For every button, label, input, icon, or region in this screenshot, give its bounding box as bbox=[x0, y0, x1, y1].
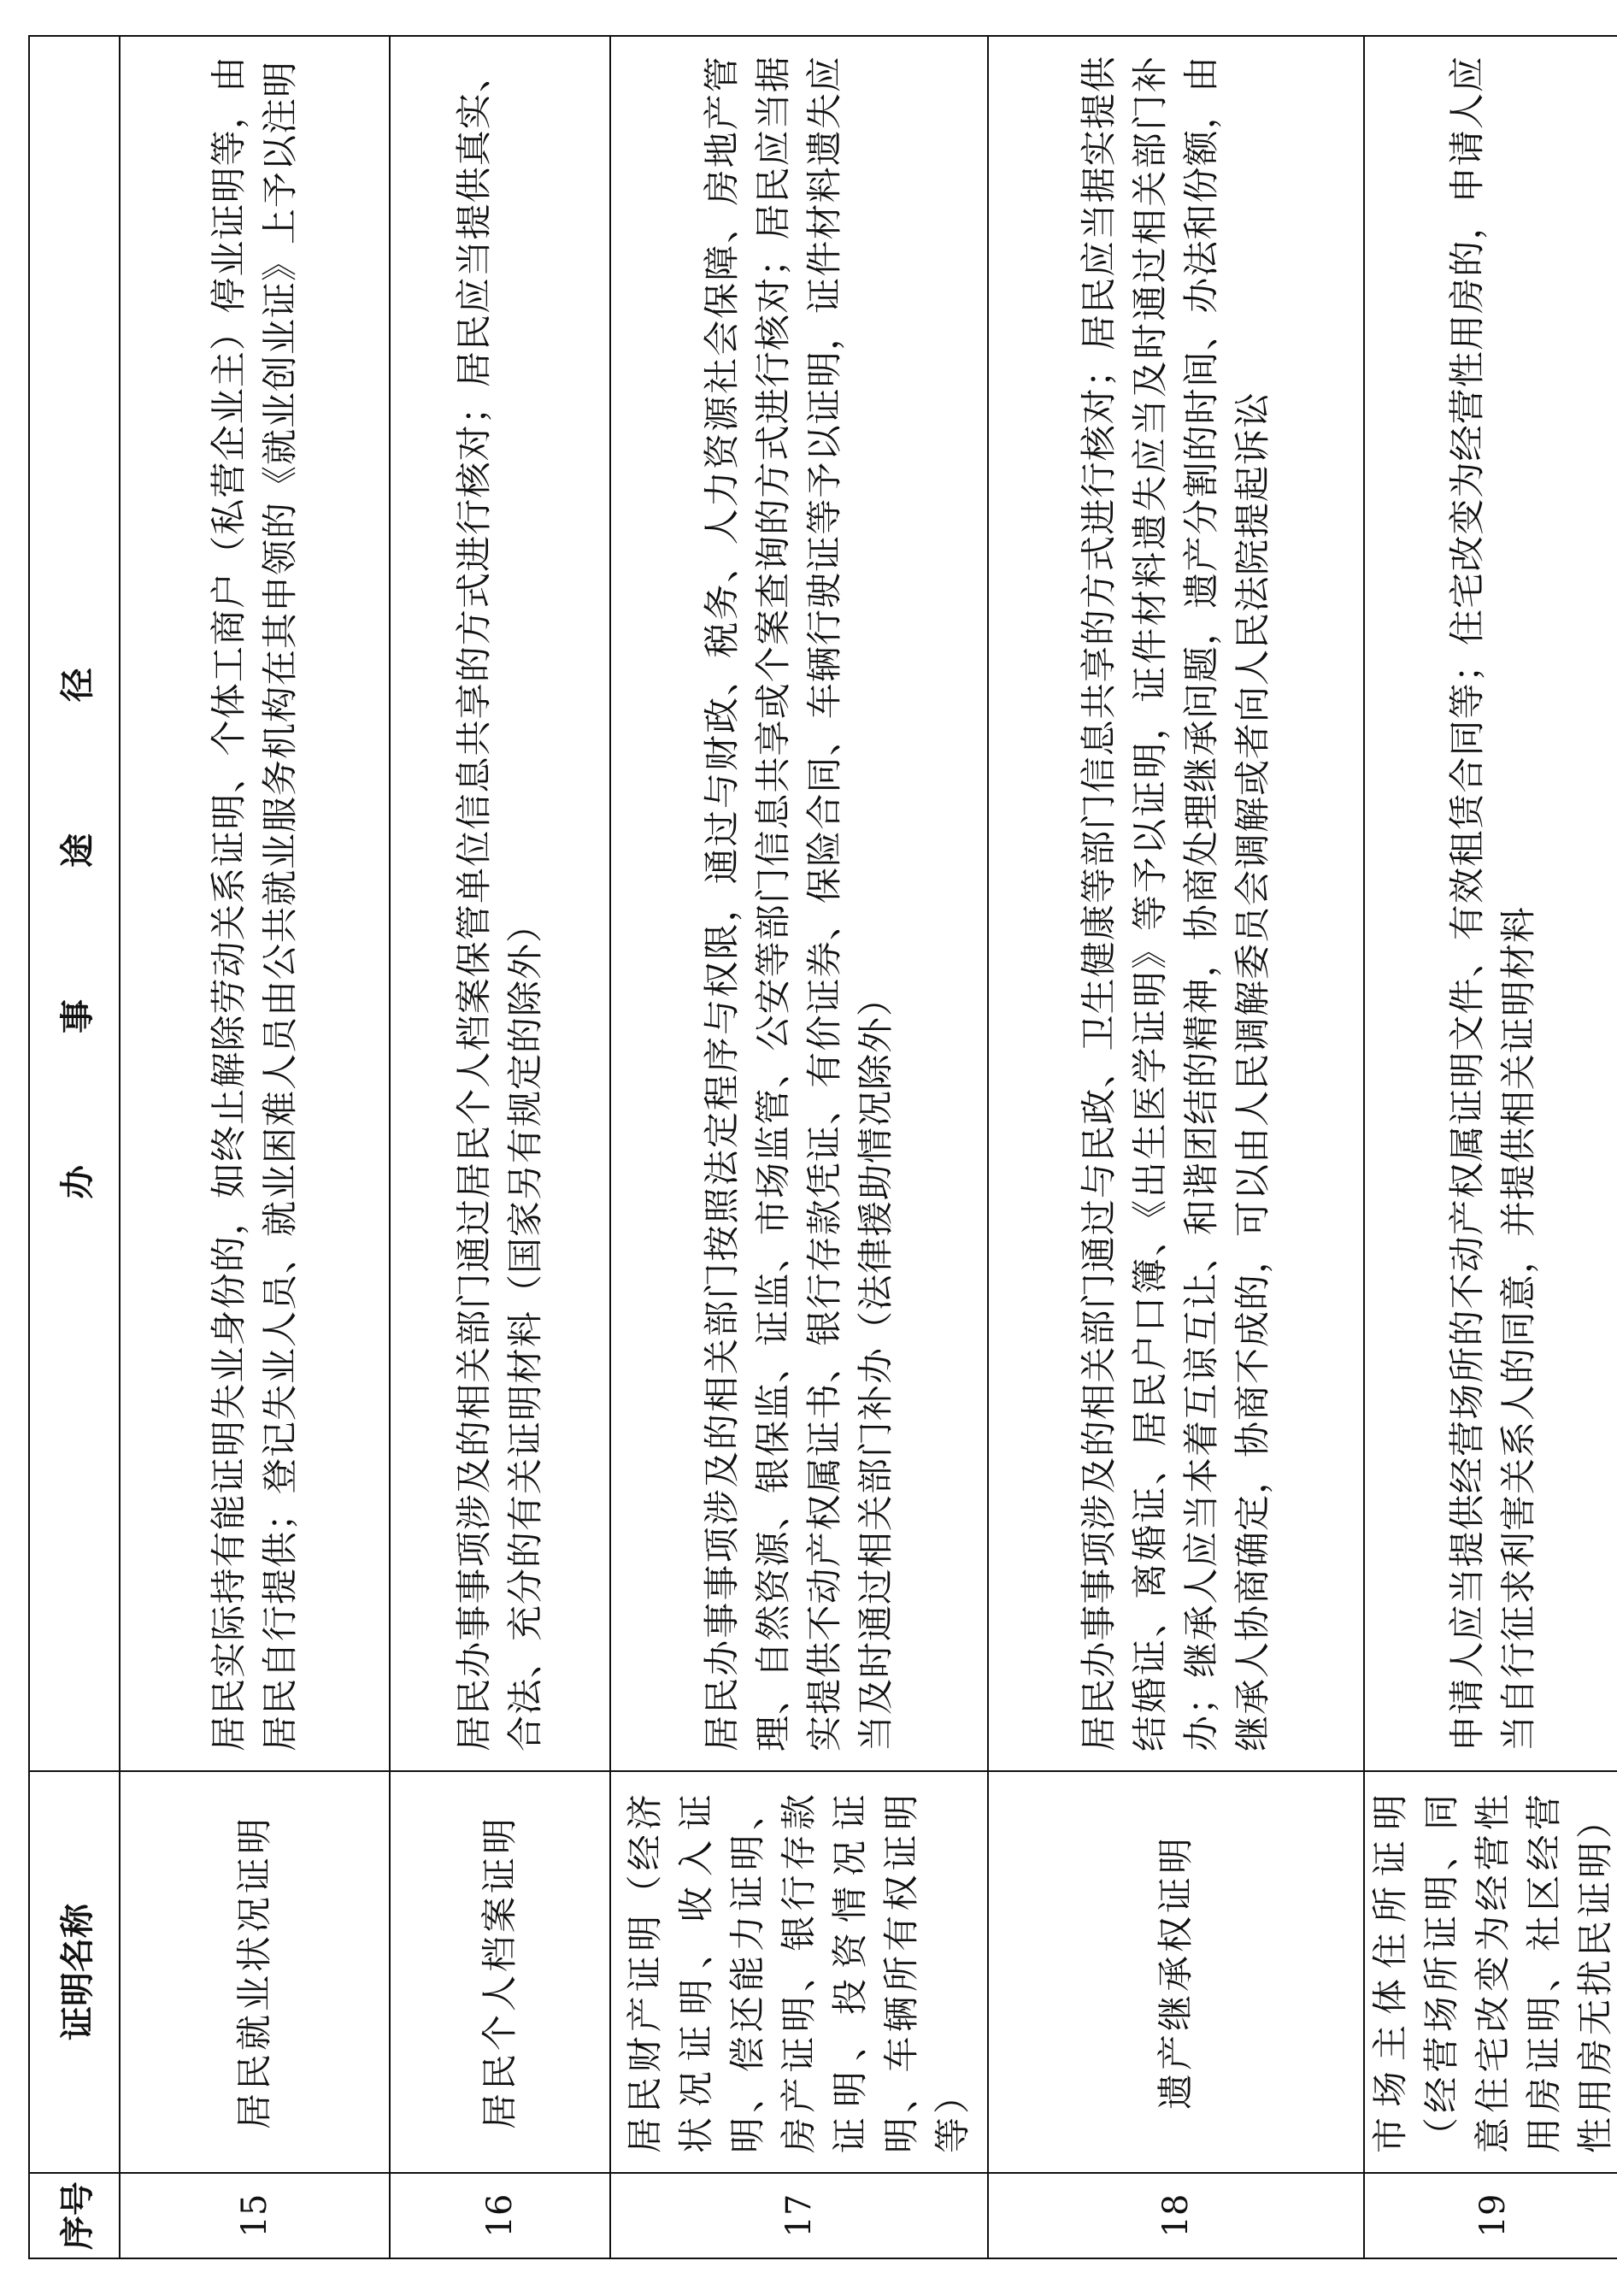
header-name: 证明名称 bbox=[29, 1771, 120, 2173]
row-seq: 16 bbox=[390, 2173, 610, 2258]
table-header-row bbox=[29, 36, 120, 2258]
header-seq: 序号 bbox=[29, 2173, 120, 2258]
row-name: 居民个人档案证明 bbox=[390, 1771, 610, 2173]
row-name: 遗产继承权证明 bbox=[988, 1771, 1364, 2173]
row-name: 居民财产证明（经济状况证明、收入证明、偿还能力证明、房产证明、银行存款证明、投资情况证明、车辆所有权证明等） bbox=[610, 1771, 988, 2173]
table-row bbox=[610, 36, 988, 2258]
row-path: 居民办事事项涉及的相关部门按照法定程序与权限，通过与财政、税务、人力资源社会保障、房地产管理、自然资源、银保监、证监、市场监管、公安等部门信息共享或个案查询的方式进行核对；居民应当据实提供不动产权属证书、银行存款凭证、有价证券、保险合同、车辆行驶证等予以证明，证件材料遗失应当及时通过相关部门补办（法律援助情况除外） bbox=[610, 36, 988, 1771]
row-name: 居民就业状况证明 bbox=[120, 1771, 390, 2173]
table-row bbox=[1364, 36, 1617, 2258]
row-path: 居民办事事项涉及的相关部门通过与民政、卫生健康等部门信息共享的方式进行核对；居民应当据实提供结婚证、离婚证、居民户口簿、《出生医学证明》等予以证明，证件材料遗失应当及时通过相关部门补办；继承人应当本着互谅互让、和谐团结的精神，协商处理继承问题，遗产分割的时间、办法和份额，由继承人协商确定，协商不成的，可以由人民调解委员会调解或者向人民法院提起诉讼 bbox=[988, 36, 1364, 1771]
row-name: 市场主体住所证明（经营场所证明、同意住宅改变为经营性用房证明、社区经营性用房无扰民证明） bbox=[1364, 1771, 1617, 2173]
row-path: 申请人应当提供经营场所的不动产权属证明文件、有效租赁合同等；住宅改变为经营性用房的，申请人应当自行征求利害关系人的同意，并提供相关证明材料 bbox=[1364, 36, 1617, 1771]
header-path: 办 事 途 径 bbox=[29, 36, 120, 1771]
row-path: 居民实际持有能证明失业身份的，如终止解除劳动关系证明、个体工商户（私营企业主）停业证明等，由居民自行提供；登记失业人员、就业困难人员由公共就业服务机构在其申领的《就业创业证》上予以注明 bbox=[120, 36, 390, 1771]
table-row bbox=[988, 36, 1364, 2258]
row-seq: 19 bbox=[1364, 2173, 1617, 2258]
rotated-page bbox=[28, 37, 1616, 2259]
table-row bbox=[390, 36, 610, 2258]
row-path: 居民办事事项涉及的相关部门通过居民个人档案保管单位信息共享的方式进行核对；居民应当提供真实、合法、充分的有关证明材料（国家另有规定的除外） bbox=[390, 36, 610, 1771]
certificate-table bbox=[28, 35, 1617, 2259]
row-seq: 17 bbox=[610, 2173, 988, 2258]
table-row bbox=[120, 36, 390, 2258]
row-seq: 18 bbox=[988, 2173, 1364, 2258]
row-seq: 15 bbox=[120, 2173, 390, 2258]
